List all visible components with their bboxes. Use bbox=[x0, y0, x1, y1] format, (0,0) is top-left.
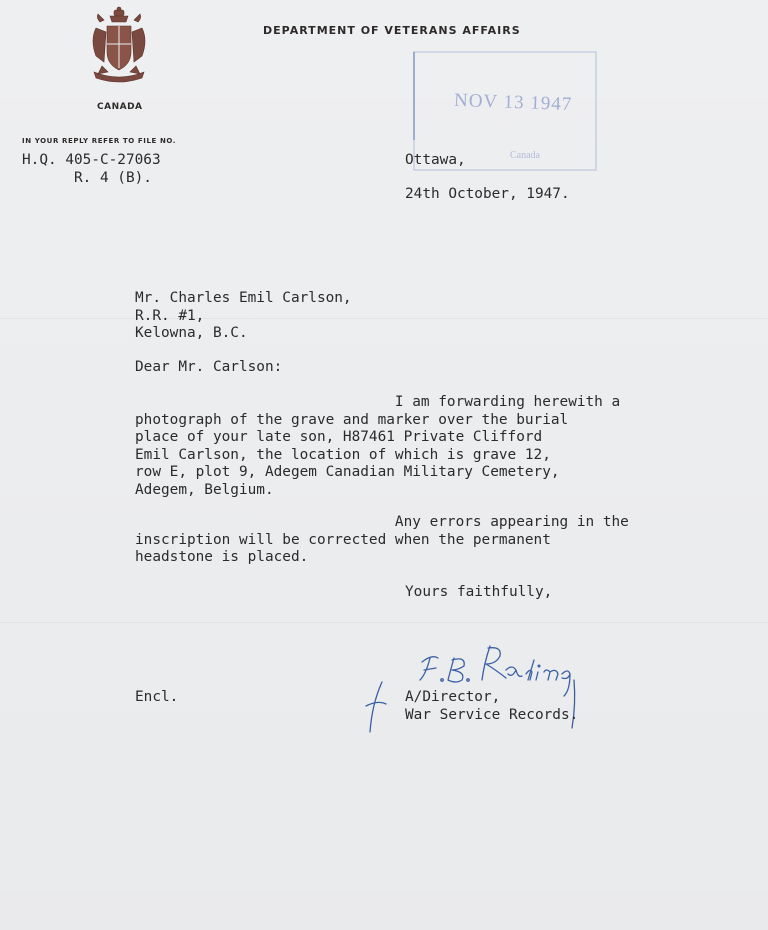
body-line: Adegem, Belgium. bbox=[135, 481, 274, 498]
country-label: CANADA bbox=[97, 102, 143, 112]
address-line: R.R. #1, bbox=[135, 307, 205, 324]
reply-reference-note: IN YOUR REPLY REFER TO FILE NO. bbox=[22, 137, 177, 145]
address-line: Mr. Charles Emil Carlson, bbox=[135, 290, 352, 306]
file-reference-line: R. 4 (B). bbox=[22, 169, 152, 186]
file-reference bbox=[22, 152, 161, 187]
stamp-place: Canada bbox=[510, 150, 540, 161]
body-line: row E, plot 9, Adegem Canadian Military Cemetery, bbox=[135, 464, 560, 481]
body-line: I am forwarding herewith a bbox=[135, 394, 621, 410]
fold-line bbox=[0, 318, 768, 319]
body-line: Emil Carlson, the location of which is grave 12, bbox=[135, 446, 551, 463]
file-reference-line: H.Q. 405-C-27063 bbox=[22, 152, 161, 168]
department-heading: DEPARTMENT OF VETERANS AFFAIRS bbox=[263, 24, 521, 37]
signatory-title bbox=[405, 689, 578, 724]
stamp-date: NOV 13 1947 bbox=[453, 89, 573, 116]
body-line: Any errors appearing in the bbox=[135, 514, 629, 530]
body-line: photograph of the grave and marker over the burial bbox=[135, 411, 569, 428]
fold-line bbox=[0, 622, 768, 623]
closing: Yours faithfully, bbox=[405, 584, 553, 600]
body-line: inscription will be corrected when the permanent bbox=[135, 531, 551, 548]
address-line: Kelowna, B.C. bbox=[135, 325, 248, 342]
coat-of-arms-icon bbox=[86, 6, 152, 90]
body-line: headstone is placed. bbox=[135, 549, 309, 566]
body-paragraph-1 bbox=[135, 394, 620, 500]
enclosure-note: Encl. bbox=[135, 689, 179, 705]
letter-place: Ottawa, bbox=[405, 152, 466, 168]
body-paragraph-2 bbox=[135, 514, 629, 567]
salutation: Dear Mr. Carlson: bbox=[135, 359, 283, 375]
recipient-address bbox=[135, 290, 352, 343]
body-line: place of your late son, H87461 Private Clifford bbox=[135, 429, 543, 446]
letter-date: 24th October, 1947. bbox=[405, 186, 570, 202]
signatory-line: A/Director, bbox=[405, 689, 501, 705]
signatory-line: War Service Records. bbox=[405, 706, 579, 723]
